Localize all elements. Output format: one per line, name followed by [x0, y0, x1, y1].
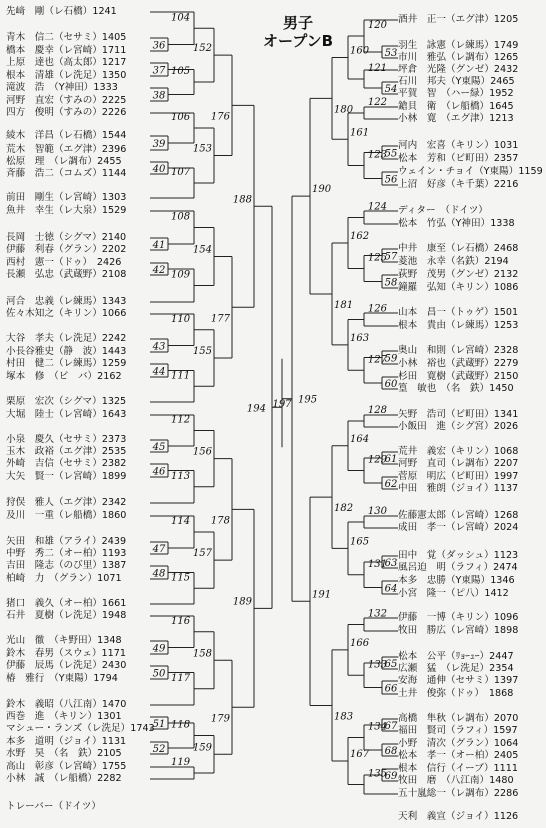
- match-number: 191: [312, 589, 332, 601]
- match-number: 118: [171, 719, 191, 731]
- player-entry: 斉藤 浩二（コムズ）1144: [6, 168, 127, 179]
- match-number: 52: [152, 744, 166, 755]
- match-number: 179: [210, 713, 230, 725]
- match-number: 110: [171, 313, 191, 325]
- player-entry: 及川 一重（レ船橋）1860: [6, 510, 127, 521]
- player-entry: 西巻 進 （キリン）1301: [6, 711, 122, 722]
- match-number: 189: [232, 596, 252, 608]
- match-number: 39: [152, 139, 166, 150]
- player-entry: 伊藤 辰馬（レ洗足）2430: [6, 660, 127, 671]
- match-number: 106: [171, 112, 191, 123]
- match-number: 120: [367, 20, 387, 31]
- player-entry-extra: 天利 義宣（ジョイ）1126: [398, 811, 519, 822]
- match-number: 166: [350, 637, 370, 649]
- player-entry: 伊藤 利春（グラン）2202: [6, 244, 127, 255]
- player-entry: 玉木 政裕（エグ津）2535: [6, 446, 127, 457]
- match-number: 104: [171, 12, 191, 24]
- match-number: 109: [171, 269, 191, 281]
- player-entry: 滝波 浩 （Y神田）1333: [6, 82, 118, 93]
- player-entry: 光山 徹 （キ野田）1348: [6, 635, 122, 646]
- match-number: 116: [171, 615, 191, 627]
- player-entry: 広瀬 猛 （レ洗足）2354: [398, 663, 514, 674]
- player-entry: 柏崎 力 （グラン）1071: [6, 573, 122, 584]
- match-number: 113: [171, 470, 191, 482]
- player-entry: 根本 信行（イーブ）1111: [398, 763, 518, 774]
- match-number: 119: [171, 757, 191, 768]
- player-entry: 羽生 詠憲（レ練馬）1749: [398, 40, 519, 51]
- player-entry: 鈴木 春男（スウェ）1171: [6, 648, 126, 659]
- player-entry: 小野 清次（グラン）1064: [398, 738, 519, 749]
- match-number: 152: [192, 43, 212, 55]
- match-number: 50: [152, 668, 166, 680]
- match-number: 57: [384, 251, 398, 263]
- match-number: 69: [384, 771, 398, 782]
- match-number: 121: [367, 63, 387, 74]
- match-number: 44: [152, 366, 166, 378]
- player-entry: 大堀 陸士（レ宮崎）1643: [6, 409, 127, 420]
- player-entry: 矢野 浩司（ビ町田）1341: [398, 409, 519, 420]
- player-entry: 矢田 和雄（アライ）2439: [6, 536, 127, 547]
- match-number: 47: [152, 544, 166, 555]
- match-number: 131: [367, 558, 387, 570]
- match-number: 64: [384, 583, 398, 595]
- match-number: 130: [367, 506, 387, 517]
- player-entry: 前田 剛生（レ宮崎）1303: [6, 192, 127, 203]
- player-entry: 中田 雅朗（ジョイ）1137: [398, 483, 519, 494]
- player-entry: 上原 達也（高太郎）1217: [6, 57, 127, 68]
- match-number: 60: [384, 379, 398, 390]
- player-entry: 石井 夏樹（レ洗足）1948: [6, 610, 127, 621]
- match-number: 157: [192, 548, 212, 560]
- player-entry: 小林 寛 （エグ津）1213: [398, 113, 514, 124]
- player-entry: 山本 昌一（トゥゲ）1501: [398, 307, 519, 318]
- player-entry: 松本 芳和（ビ町田）2357: [398, 153, 519, 164]
- player-entry: 坪倉 光隆（グンゼ）2432: [398, 64, 519, 75]
- player-entry: 魚井 幸生（レ大泉）1529: [6, 205, 127, 216]
- player-entry: 高山 彰彦（レ宮崎）1755: [6, 761, 127, 772]
- player-entry: 中野 秀二（オー柏）1193: [6, 548, 127, 559]
- player-entry: 佐藤憲太郎（レ宮崎）1268: [398, 510, 519, 521]
- player-entry: 菱池 永幸（名鉄）2194: [398, 256, 509, 267]
- match-number: 178: [210, 515, 230, 527]
- player-entry: 荒井 義宏（キリン）1068: [398, 446, 519, 457]
- match-number: 111: [171, 370, 191, 382]
- player-entry: 荒木 智範（エグ津）2396: [6, 144, 127, 155]
- match-number: 40: [152, 164, 166, 175]
- match-number: 48: [152, 568, 166, 580]
- player-entry: 五十嵐総一（レ調布）2286: [398, 788, 519, 799]
- match-number: 153: [192, 143, 212, 155]
- match-number: 165: [350, 536, 370, 548]
- player-entry: ウェイン・チョイ（Y東陽）1159: [398, 166, 543, 177]
- match-number: 59: [384, 353, 398, 365]
- match-number: 54: [384, 84, 398, 95]
- match-number: 124: [367, 201, 387, 213]
- player-entry: 鐘羅 弘知（キリン）1086: [398, 282, 519, 293]
- match-number: 155: [192, 346, 212, 357]
- match-number: 180: [334, 104, 354, 116]
- match-number: 55: [384, 148, 398, 160]
- player-entry: 小林 裕也（武蔵野）2279: [398, 358, 519, 369]
- match-number: 128: [367, 405, 387, 416]
- match-number: 162: [350, 231, 370, 242]
- player-entry: 根本 貴由（レ練馬）1253: [398, 320, 519, 331]
- player-entry: 栗原 宏次（シグマ）1325: [6, 396, 127, 407]
- player-entry: 佐々木知之（キリン）1066: [6, 308, 127, 319]
- player-entry: 小飯田 進（シグ宮）2026: [398, 421, 519, 432]
- player-entry-extra: トレーバー（ドイツ）: [6, 801, 101, 812]
- player-entry: 小宮 隆一（ピ八）1412: [398, 588, 509, 599]
- match-number: 68: [384, 746, 398, 757]
- match-number: 156: [192, 446, 212, 458]
- player-entry: 福田 賢司（ラフィ）1597: [398, 725, 518, 736]
- match-number: 125: [367, 252, 387, 264]
- player-entry: 高橋 隼秋（レ調布）2070: [398, 713, 519, 724]
- match-number: 127: [367, 354, 387, 366]
- player-entry: 土井 俊弥（ドゥ） 1868: [398, 688, 514, 699]
- player-entry: 根本 清雄（レ洗足）1350: [6, 70, 127, 81]
- player-entry: 田中 覚（ダッシュ）1123: [398, 550, 519, 561]
- match-number: 112: [171, 414, 191, 426]
- player-entry: 菅原 明広（ビ町田）1997: [398, 471, 519, 482]
- match-number: 42: [152, 265, 166, 276]
- player-entry: 本多 道明（ジョイ）1131: [6, 736, 127, 747]
- player-entry: 綾木 洋昌（レ石橋）1544: [6, 130, 127, 141]
- match-number: 38: [152, 90, 166, 102]
- player-entry: 荻野 茂男（グンゼ）2132: [398, 269, 519, 280]
- match-number: 114: [171, 516, 191, 527]
- player-entry: 長岡 士徳（シグマ）2140: [6, 232, 127, 243]
- match-number: 188: [232, 194, 252, 206]
- player-entry: 杉田 寛樹（武蔵野）2150: [398, 371, 519, 382]
- match-number: 117: [171, 672, 191, 684]
- player-entry: 椿 雅行 （Y東陽）1794: [6, 673, 118, 684]
- match-number: 164: [350, 433, 370, 445]
- match-number: 167: [350, 749, 370, 760]
- player-entry: 松本 孝一（オー柏）2405: [398, 750, 519, 761]
- player-entry: 安海 通伸（セサミ）1397: [398, 675, 519, 686]
- match-number: 45: [152, 442, 166, 453]
- match-number: 53: [384, 48, 398, 59]
- match-number: 65: [384, 659, 398, 670]
- player-entry: 松原 理 （レ調布）2455: [6, 156, 122, 167]
- match-number: 36: [152, 40, 166, 52]
- match-number: 182: [334, 503, 354, 515]
- player-entry: ディター （ドイツ）: [398, 205, 488, 216]
- match-number: 129: [367, 454, 387, 466]
- match-number: 176: [210, 111, 230, 123]
- player-entry: 狩俣 雅人（エグ津）2342: [6, 497, 127, 508]
- player-entry: 青木 信二（セサミ）1405: [6, 32, 127, 43]
- player-entry: 上沼 好彦（キ千葉）2216: [398, 179, 519, 190]
- match-number: 49: [152, 643, 166, 655]
- match-number: 159: [192, 742, 212, 754]
- match-number: 134: [367, 721, 387, 733]
- match-number: 163: [350, 332, 370, 344]
- player-entry: 河内 宏喜（キリン）1031: [398, 140, 519, 151]
- player-entry: 塚本 修 （ビ バ）2162: [6, 371, 122, 382]
- player-entry: 大矢 賢一（レ宮崎）1899: [6, 471, 127, 482]
- player-entry: 外崎 吉信（セサミ）2382: [6, 458, 127, 469]
- player-entry: 橋本 慶幸（レ宮崎）1711: [6, 45, 127, 56]
- match-number: 177: [210, 313, 230, 325]
- match-number: 62: [384, 479, 398, 490]
- match-number: 183: [334, 711, 354, 723]
- match-number: 197: [272, 399, 292, 410]
- match-number: 58: [384, 277, 398, 289]
- match-number: 105: [171, 66, 191, 77]
- title-line-1: 男子: [282, 14, 313, 32]
- match-number: 195: [298, 394, 318, 406]
- player-entry: 成田 孝一（レ宮崎）2024: [398, 522, 519, 533]
- player-entry: 長瀬 弘忠（武蔵野）2108: [6, 269, 127, 280]
- player-entry: 松本 公平（ﾘｮｰｭｰ）2447: [398, 651, 514, 662]
- match-number: 160: [350, 45, 370, 57]
- match-number: 46: [152, 466, 166, 478]
- player-entry: 牧田 勝広（レ宮崎）1898: [398, 625, 519, 636]
- player-entry: 伊藤 一博（キリン）1096: [398, 612, 519, 623]
- match-number: 108: [171, 211, 191, 223]
- player-entry: 小林 誠 （レ船橋）2282: [6, 773, 122, 784]
- player-entry: 鎗貝 衛 （レ船橋）1645: [398, 101, 514, 112]
- player-entry: 篁 敏也 （名 鉄）1450: [398, 383, 514, 394]
- player-entry: 水野 昊 （名 鉄）2105: [6, 748, 122, 759]
- match-number: 161: [350, 127, 370, 139]
- match-number: 66: [384, 683, 398, 695]
- player-entry: 先﨑 剛（レ石橋）1241: [6, 6, 117, 17]
- player-entry: 猪口 義久（オー柏）1661: [6, 598, 127, 609]
- player-entry: 本多 忠勝（Y東陽）1346: [398, 575, 515, 586]
- match-number: 61: [384, 454, 398, 465]
- player-entry: マシュー・ランズ（レ洗足）1743: [6, 723, 155, 734]
- player-entry: 牧田 磨 （八江南）1480: [398, 775, 514, 786]
- player-entry: 西村 憲一（ドゥ） 2426: [6, 257, 122, 268]
- player-entry: 石川 邦夫（Y東陽）2465: [398, 76, 515, 87]
- match-number: 132: [367, 608, 387, 620]
- match-number: 154: [192, 244, 212, 256]
- match-number: 133: [367, 659, 387, 671]
- match-number: 107: [171, 167, 191, 178]
- player-entry: 河合 忠義（レ練馬）1343: [6, 296, 127, 307]
- player-entry: 鈴木 義昭（八江南）1470: [6, 699, 127, 710]
- match-number: 194: [246, 403, 266, 415]
- player-entry: 河野 直宏（すみの）2225: [6, 95, 127, 106]
- match-number: 37: [152, 65, 166, 77]
- player-entry: 四方 俊明（すみの）2226: [6, 107, 127, 118]
- player-entry: 河野 直司（レ調布）2207: [398, 458, 519, 469]
- match-number: 181: [334, 299, 354, 311]
- player-entry: 中井 康至（レ石橋）2468: [398, 243, 519, 254]
- player-entry: 大谷 孝夫（レ洗足）2242: [6, 333, 127, 344]
- title-line-2: オープンB: [262, 32, 334, 50]
- match-number: 41: [152, 240, 166, 251]
- player-entry: 吉田 隆志（のび里）1387: [6, 560, 127, 571]
- match-number: 43: [152, 341, 166, 353]
- match-number: 51: [152, 719, 166, 730]
- match-number: 56: [384, 174, 398, 186]
- player-entry: 小泉 慶久（セサミ）2373: [6, 434, 127, 445]
- match-number: 67: [384, 721, 398, 732]
- match-number: 115: [171, 572, 191, 584]
- player-entry: 奥山 和則（レ宮崎）2328: [398, 345, 519, 356]
- match-number: 123: [367, 149, 387, 161]
- player-entry: 風呂迫 明（ラフィ）2474: [398, 562, 518, 573]
- player-entry: 酒井 正一（エグ津）1205: [398, 14, 519, 25]
- match-number: 126: [367, 303, 387, 315]
- match-number: 63: [384, 558, 398, 569]
- player-entry: 小長谷雅史（静 波）1443: [6, 346, 127, 357]
- match-number: 122: [367, 97, 387, 108]
- player-entry: 松本 竹弘（Y神田）1338: [398, 218, 515, 229]
- match-number: 190: [312, 184, 332, 196]
- player-entry: 平賀 智 （ハー緑）1952: [398, 88, 514, 99]
- player-entry: 市川 雅弘（レ調布）1265: [398, 52, 519, 63]
- player-entry: 村田 健二（レ練馬）1259: [6, 358, 127, 369]
- match-number: 158: [192, 648, 212, 660]
- match-number: 135: [367, 768, 387, 780]
